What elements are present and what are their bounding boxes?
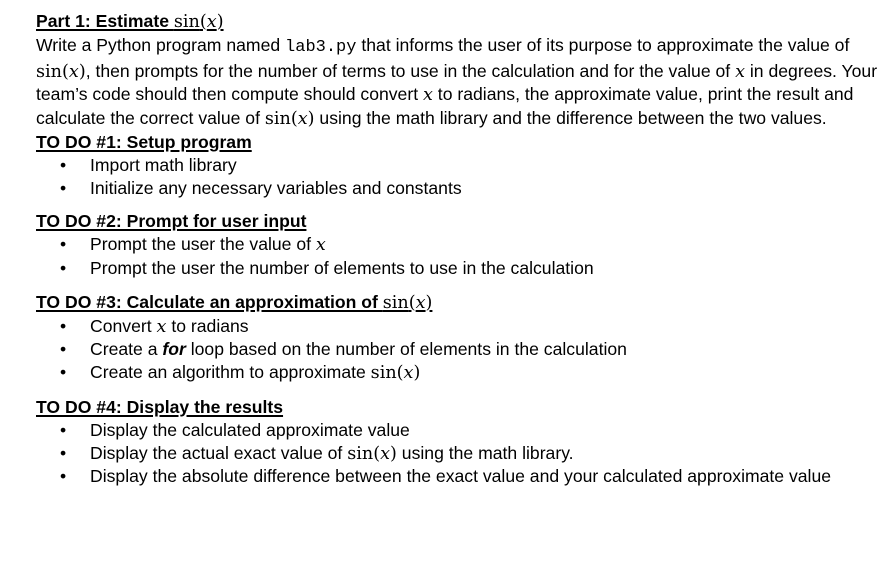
- list-item: • Prompt the user the number of elements to use in the calculation: [60, 257, 594, 278]
- part1-heading: Part 1: Estimate sin(x): [36, 11, 224, 32]
- bullet-icon: •: [60, 257, 67, 278]
- todo3-section: [36, 291, 886, 385]
- sin-function-label: sin: [173, 12, 200, 32]
- list-item: • Initialize any necessary variables and constants: [60, 177, 462, 198]
- todo4-section: [36, 396, 886, 488]
- todo2-heading: TO DO #2: Prompt for user input: [36, 211, 307, 232]
- todo1-section: [36, 131, 886, 199]
- bullet-icon: •: [60, 442, 67, 463]
- list-item: • Display the absolute difference between the exact value and your calculated approximate value: [60, 466, 832, 487]
- list-item: • Create an algorithm to approximate sin(x): [60, 362, 421, 384]
- todo4-heading: TO DO #4: Display the results: [36, 396, 284, 417]
- todo2-list: [36, 233, 886, 280]
- bullet-icon: •: [60, 339, 67, 360]
- bullet-icon: •: [60, 315, 67, 336]
- for-keyword: for: [162, 339, 186, 360]
- list-item: • Create a for loop based on the number of elements in the calculation: [60, 339, 627, 360]
- bullet-icon: •: [60, 466, 67, 487]
- list-item: • Import math library: [60, 154, 237, 175]
- todo4-list: [36, 419, 886, 488]
- bullet-icon: •: [60, 177, 67, 198]
- todo2-section: [36, 210, 886, 279]
- list-item: • Convert x to radians: [60, 315, 249, 337]
- bullet-icon: •: [60, 419, 67, 440]
- list-item: • Prompt the user the value of x: [60, 234, 326, 256]
- list-item: • Display the actual exact value of sin(x) using the math library.: [60, 442, 574, 464]
- bullet-icon: •: [60, 362, 67, 383]
- list-item: • Display the calculated approximate value: [60, 419, 410, 440]
- document-body: [36, 10, 886, 488]
- todo1-list: [36, 154, 886, 200]
- todo1-heading: TO DO #1: Setup program: [36, 131, 252, 152]
- todo3-list: [36, 315, 886, 385]
- filename: lab3.py: [285, 37, 357, 57]
- bullet-icon: •: [60, 234, 67, 255]
- todo3-heading: TO DO #3: Calculate an approximation of sin(x): [36, 291, 433, 313]
- bullet-icon: •: [60, 154, 67, 175]
- part1-intro-paragraph: Write a Python program named lab3.py that informs the user of its purpose to approximate the value of sin(x), then prompts for the number of terms to use in the calculation and for the value of x in degrees. Your team’s code should then compute should convert x to radians, the approximate value, print the result and calculate the correct value of sin(x) using the math library and the difference between the two values.: [36, 34, 878, 130]
